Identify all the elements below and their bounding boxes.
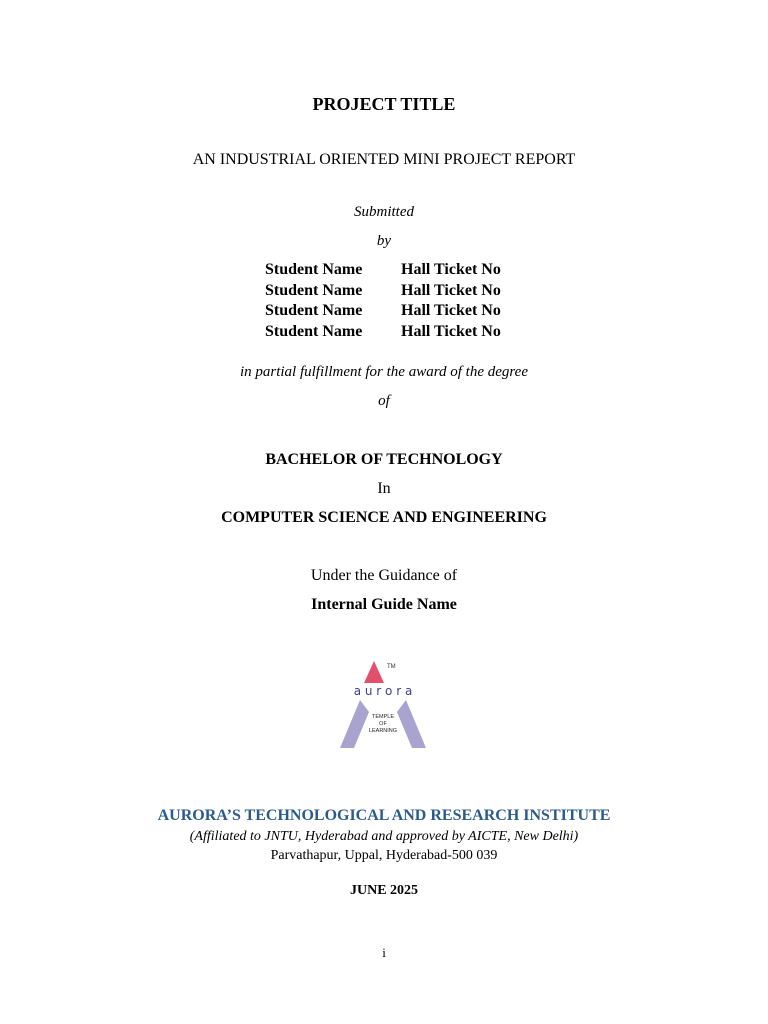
logo-base-right <box>397 700 426 748</box>
submitted-label: Submitted <box>354 204 414 220</box>
student-name: Student Name <box>265 302 363 320</box>
guide-name: Internal Guide Name <box>311 596 457 613</box>
aurora-logo-graphic <box>336 658 430 752</box>
logo-base-left <box>340 700 369 748</box>
hall-ticket-no: Hall Ticket No <box>401 302 501 320</box>
of-label: of <box>378 393 390 409</box>
branch-name: COMPUTER SCIENCE AND ENGINEERING <box>221 509 547 526</box>
in-label: In <box>377 480 391 497</box>
logo-tagline-line: OF <box>379 721 387 727</box>
submission-date: JUNE 2025 <box>349 883 419 898</box>
logo-tagline-line: LEARNING <box>368 728 398 734</box>
institute-name: AURORA’S TECHNOLOGICAL AND RESEARCH INSTITUTE <box>157 807 611 824</box>
student-row <box>265 281 501 302</box>
student-row <box>265 322 501 343</box>
student-name: Student Name <box>265 323 363 341</box>
degree-name: BACHELOR OF TECHNOLOGY <box>265 451 503 468</box>
fulfillment-text: in partial fulfillment for the award of the degree <box>239 364 529 380</box>
aurora-logo <box>336 658 430 752</box>
student-row <box>265 260 501 281</box>
hall-ticket-no: Hall Ticket No <box>401 261 501 278</box>
institute-address: Parvathapur, Uppal, Hyderabad-500 039 <box>270 848 498 863</box>
hall-ticket-no: Hall Ticket No <box>401 323 501 341</box>
affiliation-text: (Affiliated to JNTU, Hyderabad and approved by AICTE, New Delhi) <box>189 829 579 844</box>
logo-tm: TM <box>387 664 396 670</box>
logo-triangle <box>364 661 384 683</box>
logo-tagline-line: TEMPLE <box>371 714 395 720</box>
logo-wordmark: a u r o r a <box>353 684 413 698</box>
guidance-label: Under the Guidance of <box>310 567 458 584</box>
student-row <box>265 301 501 322</box>
student-list <box>265 260 501 343</box>
project-title: PROJECT TITLE <box>312 94 456 114</box>
by-label: by <box>376 233 392 249</box>
page-number: i <box>382 945 386 960</box>
student-name: Student Name <box>265 281 363 299</box>
hall-ticket-no: Hall Ticket No <box>401 281 501 299</box>
student-name: Student Name <box>265 261 363 278</box>
report-type: AN INDUSTRIAL ORIENTED MINI PROJECT REPORT <box>192 151 576 168</box>
